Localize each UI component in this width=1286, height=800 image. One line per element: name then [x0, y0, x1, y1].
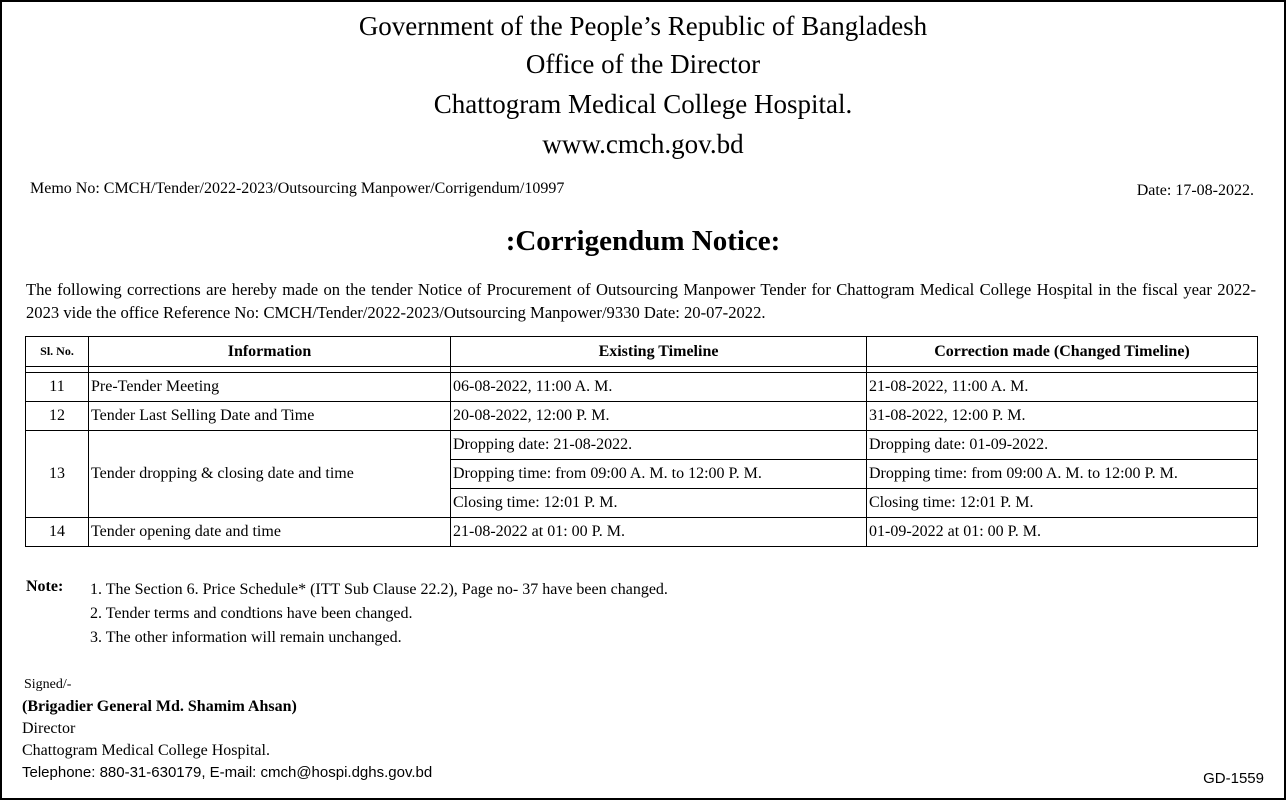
row-sl: 14 — [26, 518, 89, 547]
row-existing-dropping-date: Dropping date: 21-08-2022. — [451, 431, 867, 460]
note-item: 3. The other information will remain unchanged. — [90, 629, 402, 646]
intro-paragraph: The following corrections are hereby made on the tender Notice of Procurement of Outsourcing Manpower Tender for Chattogram Medical College Hospital in the fiscal year 2022-2023 vide the office Reference No: CMCH/Tender/2022-2023/Outsourcing Manpower/9330 Date: 20-07-2022. — [26, 280, 1256, 322]
header-changed-timeline: Correction made (Changed Timeline) — [867, 337, 1258, 367]
table-row — [26, 518, 1258, 547]
row-changed: 01-09-2022 at 01: 00 P. M. — [867, 518, 1258, 547]
note-list — [90, 578, 668, 650]
row-existing: 21-08-2022 at 01: 00 P. M. — [451, 518, 867, 547]
row-changed: 21-08-2022, 11:00 A. M. — [867, 373, 1258, 402]
website-link[interactable]: www.cmch.gov.bd — [542, 129, 744, 159]
ad-code: GD-1559 — [1203, 770, 1264, 787]
row-changed: 31-08-2022, 12:00 P. M. — [867, 402, 1258, 431]
row-existing-closing-time: Closing time: 12:01 P. M. — [451, 489, 867, 518]
row-sl: 13 — [26, 431, 89, 518]
row-sl: 12 — [26, 402, 89, 431]
memo-date: Date: 17-08-2022. — [1136, 182, 1254, 199]
row-info: Tender Last Selling Date and Time — [89, 402, 451, 431]
row-changed-dropping-time: Dropping time: from 09:00 A. M. to 12:00 P. M. — [867, 460, 1258, 489]
header-information: Information — [89, 337, 451, 367]
office-heading: Office of the Director — [525, 49, 761, 79]
table-row — [26, 431, 1258, 460]
hospital-heading: Chattogram Medical College Hospital. — [433, 89, 853, 119]
header-sl-no: Sl. No. — [26, 337, 89, 367]
row-existing: 06-08-2022, 11:00 A. M. — [451, 373, 867, 402]
signatory-organization: Chattogram Medical College Hospital. — [22, 742, 270, 759]
row-changed-closing-time: Closing time: 12:01 P. M. — [867, 489, 1258, 518]
memo-number: Memo No: CMCH/Tender/2022-2023/Outsourcing Manpower/Corrigendum/10997 — [30, 180, 565, 197]
note-item: 2. Tender terms and condtions have been changed. — [90, 605, 413, 622]
row-info: Tender opening date and time — [89, 518, 451, 547]
row-existing: 20-08-2022, 12:00 P. M. — [451, 402, 867, 431]
table-row — [26, 373, 1258, 402]
table-header-row — [26, 337, 1258, 367]
note-item: 1. The Section 6. Price Schedule* (ITT Sub Clause 22.2), Page no- 37 have been changed. — [90, 581, 668, 598]
row-existing-dropping-time: Dropping time: from 09:00 A. M. to 12:00 P. M. — [451, 460, 867, 489]
signature-block — [22, 674, 432, 784]
signatory-name: (Brigadier General Md. Shamim Ahsan) — [22, 698, 297, 715]
row-info: Pre-Tender Meeting — [89, 373, 451, 402]
notice-title: :Corrigendum Notice: — [505, 225, 781, 257]
signatory-designation: Director — [22, 720, 76, 737]
header-existing-timeline: Existing Timeline — [451, 337, 867, 367]
timeline-table — [25, 336, 1258, 547]
signed-label: Signed/- — [24, 677, 72, 692]
govt-heading: Government of the People’s Republic of Bangladesh — [358, 11, 928, 41]
row-info: Tender dropping & closing date and time — [89, 431, 451, 518]
contact-line: Telephone: 880-31-630179, E-mail: cmch@hospi.dghs.gov.bd — [22, 764, 433, 781]
note-label: Note: — [26, 578, 64, 595]
row-changed-dropping-date: Dropping date: 01-09-2022. — [867, 431, 1258, 460]
row-sl: 11 — [26, 373, 89, 402]
table-row — [26, 402, 1258, 431]
